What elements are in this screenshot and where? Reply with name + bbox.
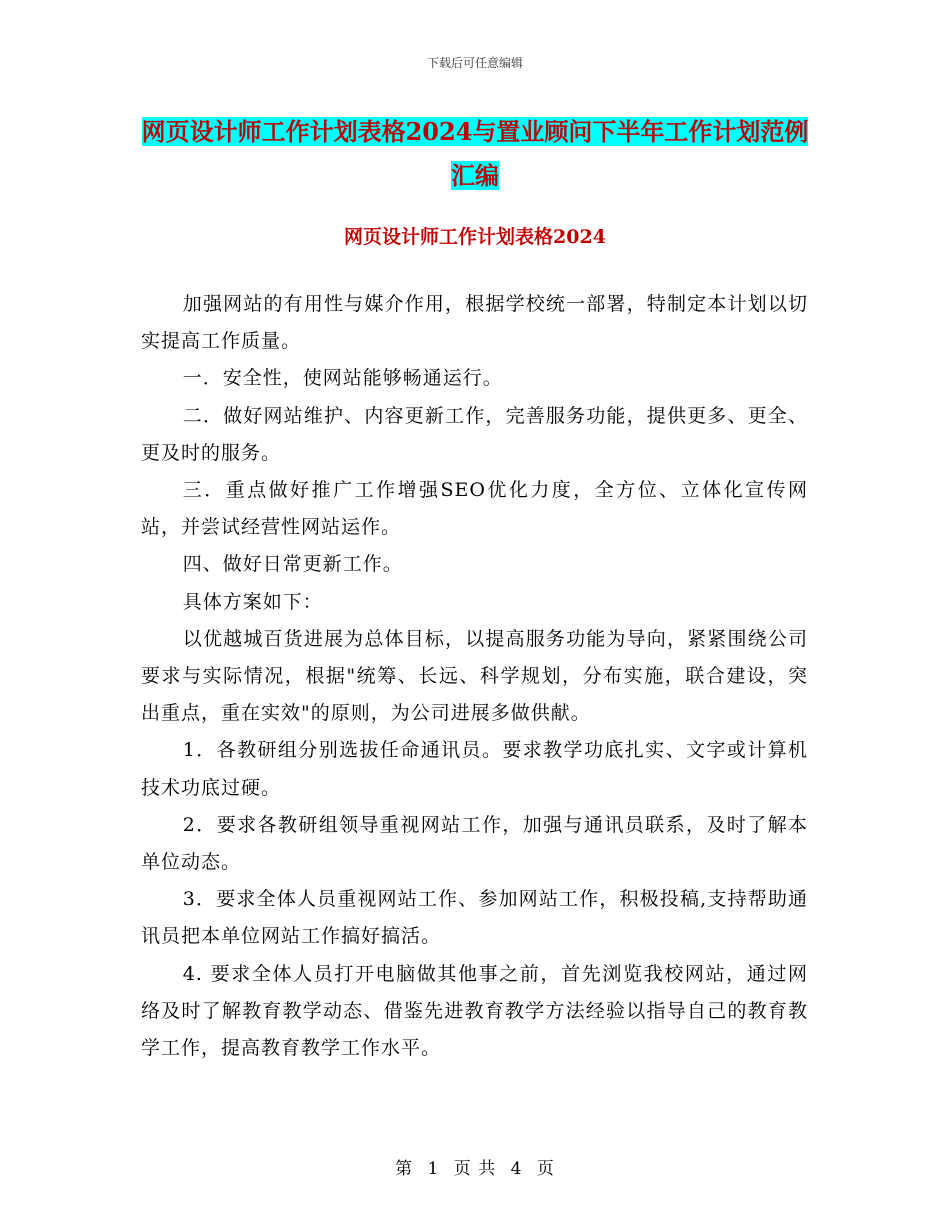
paragraph: 具体方案如下： xyxy=(182,590,323,613)
page-number-footer xyxy=(0,1154,950,1179)
section-title: 网页设计师工作计划表格2024 xyxy=(344,226,606,248)
paragraph: 三．重点做好推广工作增强SEO优化力度，全方位、立体化宣传网站，并尝试经营性网站运作。 xyxy=(141,479,808,539)
header-note: 下载后可任意编辑 xyxy=(426,56,523,70)
paragraph: 以优越城百货进展为总体目标，以提高服务功能为导向，紧紧围绕公司要求与实际情况，根据"统筹、长远、科学规划，分布实施，联合建设，突出重点，重在实效"的原则，为公司进展多做供献。 xyxy=(141,627,808,725)
total-pages-number: 4 xyxy=(510,1159,523,1179)
paragraph: 1．各教研组分别选拔任命通讯员。要求教学功底扎实、文字或计算机技术功底过硬。 xyxy=(141,739,808,799)
page-label-prefix: 第 xyxy=(395,1159,414,1179)
document-title xyxy=(140,110,810,198)
paragraph: 一．安全性，使网站能够畅通运行。 xyxy=(182,367,503,390)
paragraph: 加强网站的有用性与媒介作用，根据学校统一部署，特制定本计划以切实提高工作质量。 xyxy=(141,293,808,353)
current-page-number: 1 xyxy=(427,1159,440,1179)
paragraph: 3．要求全体人员重视网站工作、参加网站工作，积极投稿,支持帮助通讯员把本单位网站工作搞好搞活。 xyxy=(141,888,808,948)
paragraph: 四、做好日常更新工作。 xyxy=(182,553,403,576)
document-title-text: 网页设计师工作计划表格2024与置业顾问下半年工作计划范例汇编 xyxy=(141,117,809,190)
document-body xyxy=(141,286,808,1067)
page-label-mid: 页 共 xyxy=(453,1159,497,1179)
paragraph: 二．做好网站维护、内容更新工作，完善服务功能，提供更多、更全、更及时的服务。 xyxy=(141,404,808,464)
page-label-suffix: 页 xyxy=(536,1159,555,1179)
paragraph: 2．要求各教研组领导重视网站工作，加强与通讯员联系，及时了解本单位动态。 xyxy=(141,813,808,874)
paragraph: 4. 要求全体人员打开电脑做其他事之前，首先浏览我校网站，通过网络及时了解教育教学动态、借鉴先进教育教学方法经验以指导自己的教育教学工作，提高教育教学工作水平。 xyxy=(141,962,808,1060)
